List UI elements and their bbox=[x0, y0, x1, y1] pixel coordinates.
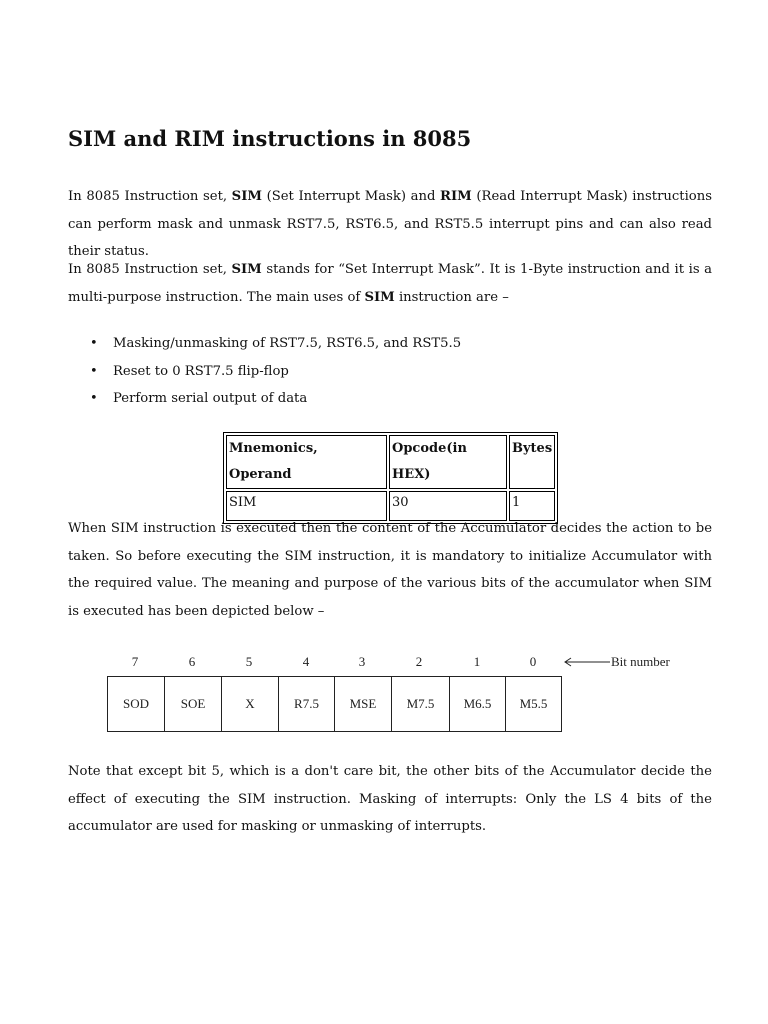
table-cell: 1 bbox=[509, 491, 555, 521]
bullet-icon: • bbox=[90, 363, 98, 379]
intro-bold-rim: RIM bbox=[440, 189, 472, 204]
intro-text-3: (Read Interrupt Mask) instructions can perform mask and unmask RST7.5, RST6.5, and RST5.5 interrupt pins and can also read their status. bbox=[68, 189, 712, 259]
list-item-text: Reset to 0 RST7.5 flip-flop bbox=[113, 363, 289, 379]
sim-bit-diagram bbox=[100, 650, 700, 740]
list-item-text: Masking/unmasking of RST7.5, RST6.5, and RST5.5 bbox=[113, 336, 462, 351]
bit-number: 7 bbox=[131, 654, 139, 669]
arrow-left-icon bbox=[562, 654, 612, 670]
sim-uses-list bbox=[68, 330, 668, 413]
bit-number: 4 bbox=[302, 654, 310, 669]
table-cell: 30 bbox=[389, 491, 507, 521]
table-header-row bbox=[226, 435, 555, 489]
bullet-icon: • bbox=[90, 391, 98, 406]
bit-number: 1 bbox=[473, 654, 481, 669]
bit-number: 2 bbox=[415, 654, 423, 669]
bit-field: SOD bbox=[107, 676, 165, 732]
table-cell: SIM bbox=[226, 491, 387, 521]
list-item bbox=[68, 385, 668, 413]
intro-paragraph bbox=[68, 183, 712, 266]
bit-field: M5.5 bbox=[505, 676, 562, 732]
bit-number: 5 bbox=[245, 654, 253, 669]
sim-execution-paragraph: When SIM instruction is executed then the content of the Accumulator decides the action to be taken. So before executing the SIM instruction, it is mandatory to initialize Accumulator with the required value. The meaning and purpose of the various bits of the accumulator when SIM is executed has been depicted below – bbox=[68, 521, 712, 619]
sim-def-text-3: instruction are – bbox=[394, 289, 509, 305]
bit-number-label: Bit number bbox=[611, 654, 670, 669]
masking-note-paragraph: Note that except bit 5, which is a don't care bit, the other bits of the Accumulator decide the effect of executing the SIM instruction. Masking of interrupts: Only the LS 4 bits of the accumulator are used for masking or unmasking of interrupts. bbox=[68, 764, 712, 834]
intro-text-1: In 8085 Instruction set, bbox=[68, 189, 232, 204]
intro-text-2: (Set Interrupt Mask) and bbox=[261, 189, 441, 204]
bit-field: R7.5 bbox=[278, 676, 335, 732]
bit-field: X bbox=[221, 676, 279, 732]
sim-def-text-1: In 8085 Instruction set, bbox=[68, 262, 232, 277]
opcode-table bbox=[223, 432, 558, 524]
table-header-cell: Mnemonics, Operand bbox=[226, 435, 387, 489]
bit-number: 0 bbox=[529, 654, 537, 669]
list-item bbox=[68, 358, 668, 386]
page-title: SIM and RIM instructions in 8085 bbox=[68, 126, 472, 151]
bit-field: MSE bbox=[334, 676, 392, 732]
bit-number: 3 bbox=[358, 654, 366, 669]
sim-def-bold-2: SIM bbox=[364, 289, 395, 305]
bit-field: M6.5 bbox=[449, 676, 506, 732]
bullet-icon: • bbox=[90, 336, 98, 351]
bit-field: M7.5 bbox=[391, 676, 450, 732]
bit-number: 6 bbox=[188, 654, 196, 669]
sim-def-bold-1: SIM bbox=[231, 262, 262, 277]
sim-definition-paragraph bbox=[68, 256, 712, 311]
list-item bbox=[68, 330, 668, 358]
table-header-cell: Bytes bbox=[509, 435, 555, 489]
table-header-cell: Opcode(in HEX) bbox=[389, 435, 507, 489]
list-item-text: Perform serial output of data bbox=[113, 391, 308, 406]
bit-field: SOE bbox=[164, 676, 222, 732]
intro-bold-sim: SIM bbox=[231, 189, 262, 204]
sim-def-text-2: stands for “Set Interrupt Mask”. It is 1-Byte instruction and it is a multi-purpose instruction. The main uses of bbox=[68, 262, 713, 305]
